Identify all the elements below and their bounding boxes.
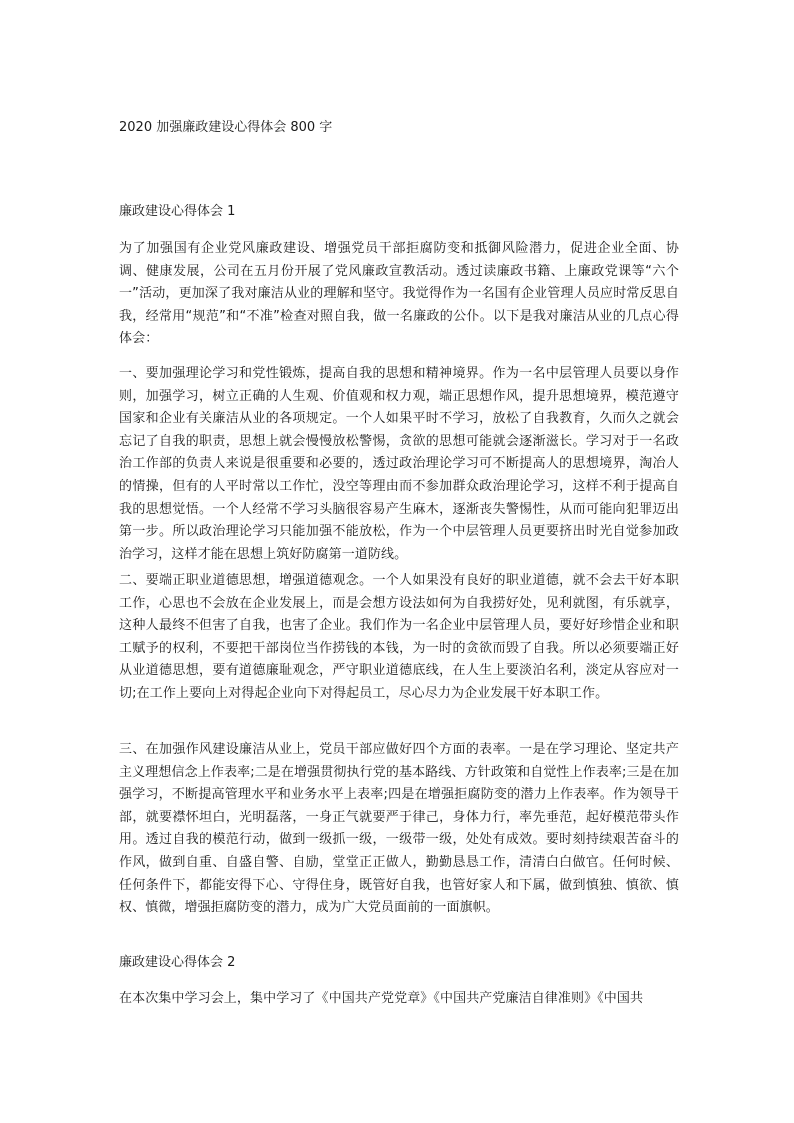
document-title: 2020 加强廉政建设心得体会 800 字 [119, 120, 333, 135]
section-heading-1: 廉政建设心得体会 1 [119, 204, 236, 219]
section-heading-2: 廉政建设心得体会 2 [119, 955, 236, 970]
paragraph-point-two: 二、要端正职业道德思想，增强道德观念。一个人如果没有良好的职业道德，就不会去干好本职工作，心思也不会放在企业发展上，而是会想方设法如何为自我捞好处，见利就图，有乐就享，这种人最终不但害了自我，也害了企业。我们作为一名企业中层管理人员，要好好珍惜企业和职工赋予的权利，不要把干部岗位当作捞钱的本钱，为一时的贪欲而毁了自我。所以必须要端正好从业道德思想，要有道德廉耻观念，严守职业道德底线，在人生上要淡泊名利，淡定从容应对一切;在工作上要向上对得起企业向下对得起员工，尽心尽力为企业发展干好本职工作。 [119, 573, 679, 701]
paragraph-section-two-start: 在本次集中学习会上，集中学习了《中国共产党党章》《中国共产党廉洁自律准则》《中国共 [119, 991, 644, 1006]
paragraph-point-one: 一、要加强理论学习和党性锻炼，提高自我的思想和精神境界。作为一名中层管理人员要以身作则，加强学习，树立正确的人生观、价值观和权力观，端正思想作风，提升思想境界，模范遵守国家和企业有关廉洁从业的各项规定。一个人如果平时不学习，放松了自我教育，久而久之就会忘记了自我的职责，思想上就会慢慢放松警惕，贪欲的思想可能就会逐渐滋长。学习对于一名政治工作部的负责人来说是很重要和必要的，透过政治理论学习可不断提高人的思想境界，淘冶人的情操，但有的人平时常以工作忙，没空等理由而不参加群众政治理论学习，这样不利于提高自我的思想觉悟。一个人经常不学习头脑很容易产生麻木，逐渐丧失警惕性，从而可能向犯罪迈出第一步。所以政治理论学习只能加强不能放松，作为一个中层管理人员更要挤出时光自觉参加政治学习，这样才能在思想上筑好防腐第一道防线。 [119, 366, 679, 562]
paragraph-intro: 为了加强国有企业党风廉政建设、增强党员干部拒腐防变和抵御风险潜力，促进企业全面、协调、健康发展，公司在五月份开展了党风廉政宣教活动。透过读廉政书籍、上廉政党课等“六个一”活动，更加深了我对廉洁从业的理解和坚守。我觉得作为一名国有企业管理人员应时常反思自我，经常用“规范”和“不准”检查对照自我，做一名廉政的公仆。以下是我对廉洁从业的几点心得体会： [119, 241, 679, 347]
paragraph-point-three: 三、在加强作风建设廉洁从业上，党员干部应做好四个方面的表率。一是在学习理论、坚定共产主义理想信念上作表率;二是在增强贯彻执行党的基本路线、方针政策和自觉性上作表率;三是在加强学习，不断提高管理水平和业务水平上表率;四是在增强拒腐防变的潜力上作表率。作为领导干部，就要襟怀坦白，光明磊落，一身正气就要严于律己，身体力行，率先垂范，起好模范带头作用。透过自我的模范行动，做到一级抓一级，一级带一级，处处有成效。要时刻持续艰苦奋斗的作风，做到自重、自盛自警、自励，堂堂正正做人，勤勤恳恳工作，清清白白做官。任何时候、任何条件下，都能安得下心、守得住身，既管好自我，也管好家人和下属，做到慎独、慎欲、慎权、慎微，增强拒腐防变的潜力，成为广大党员面前的一面旗帜。 [119, 742, 679, 916]
